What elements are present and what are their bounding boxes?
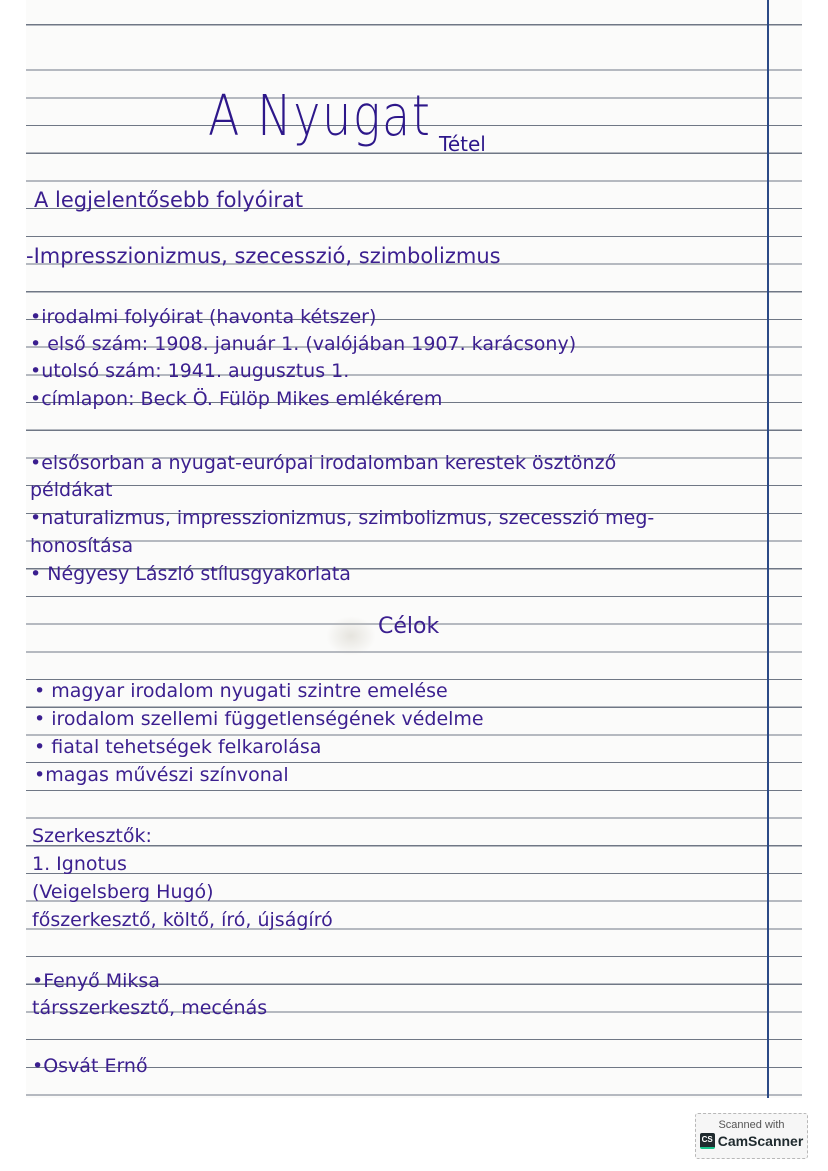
fact-item: •címlapon: Beck Ö. Fülöp Mikes emlékérem xyxy=(30,388,443,410)
fact-item: •irodalmi folyóirat (havonta kétszer) xyxy=(30,306,377,328)
goal-item: •magas művészi színvonal xyxy=(34,764,289,786)
page-subtitle: Tétel xyxy=(439,132,486,156)
camscanner-watermark xyxy=(695,1113,808,1159)
camscanner-logo-icon: CS xyxy=(700,1133,715,1149)
intro-line: A legjelentősebb folyóirat xyxy=(34,188,304,212)
margin-line xyxy=(767,0,769,1098)
paper-smudge xyxy=(326,616,376,656)
aims-line: honosítása xyxy=(30,535,134,557)
notebook-page xyxy=(26,0,802,1098)
aims-line: •naturalizmus, impresszionizmus, szimbolizmus, szecesszió meg- xyxy=(30,507,655,529)
styles-line: -Impresszionizmus, szecesszió, szimbolizmus xyxy=(26,244,501,268)
editor-line: •Fenyő Miksa xyxy=(32,970,160,992)
goals-heading: Célok xyxy=(378,614,440,639)
goal-item: • fiatal tehetségek felkarolása xyxy=(34,736,322,758)
fact-item: • első szám: 1908. január 1. (valójában 1907. karácsony) xyxy=(30,333,577,355)
goal-item: • irodalom szellemi függetlenségének védelme xyxy=(34,708,484,730)
fact-item: •utolsó szám: 1941. augusztus 1. xyxy=(30,360,350,382)
goal-item: • magyar irodalom nyugati szintre emelése xyxy=(34,680,448,702)
editors-heading: Szerkesztők: xyxy=(32,825,152,847)
editor-line: társszerkesztő, mecénás xyxy=(32,997,268,1019)
editor-line: (Veigelsberg Hugó) xyxy=(32,881,214,903)
editor-line: •Osvát Ernő xyxy=(32,1055,148,1077)
aims-line: •elsősorban a nyugat-európai irodalomban kerestek ösztönző xyxy=(30,452,617,474)
editor-line: főszerkesztő, költő, író, újságíró xyxy=(32,909,333,931)
watermark-brand: CamScanner xyxy=(717,1133,804,1149)
aims-line: példákat xyxy=(30,479,113,501)
page-title: A Nyugat xyxy=(208,84,432,149)
watermark-caption: Scanned with xyxy=(718,1119,785,1131)
editor-line: 1. Ignotus xyxy=(32,853,127,875)
aims-line: • Négyesy László stílusgyakorlata xyxy=(30,563,351,585)
